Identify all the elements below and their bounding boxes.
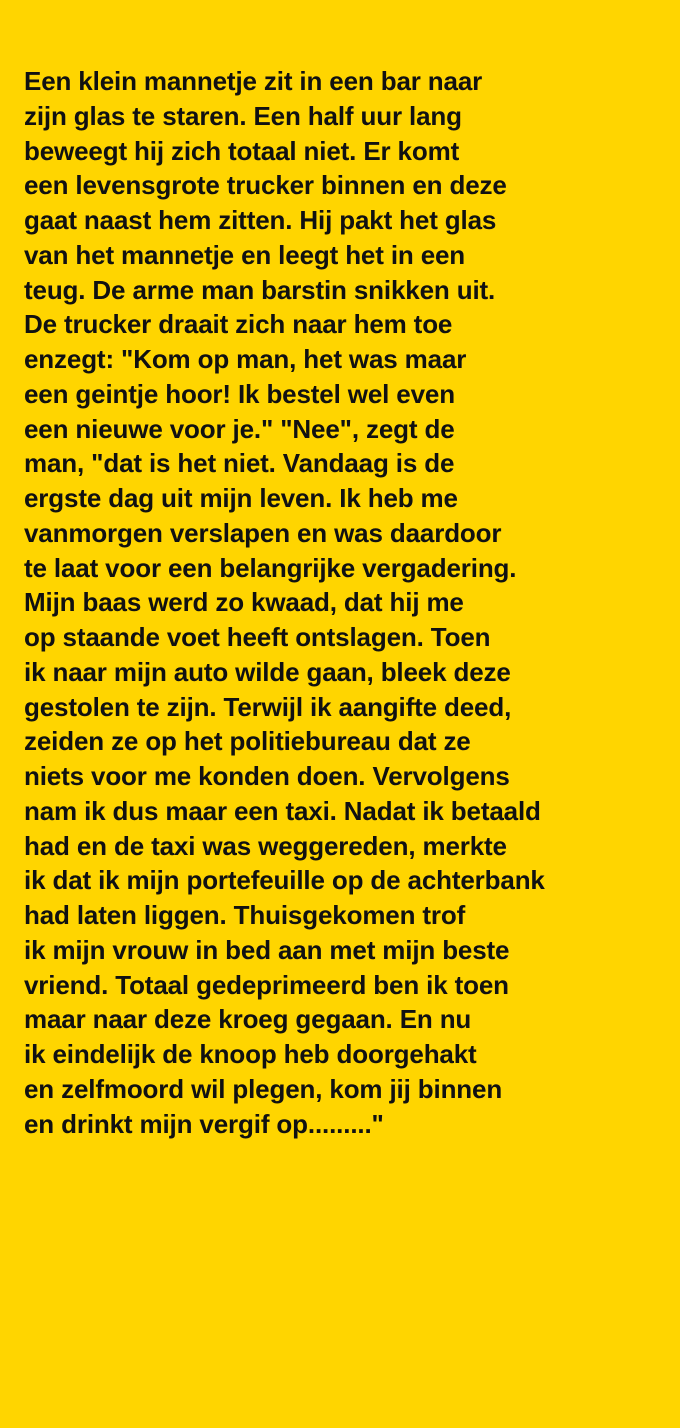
text-line: ik dat ik mijn portefeuille op de achterbank: [24, 865, 545, 896]
text-line: en drinkt mijn vergif op.........": [24, 1108, 384, 1139]
text-line: teug. De arme man barstin snikken uit.: [24, 274, 496, 305]
text-line: een geintje hoor! Ik bestel wel even: [24, 378, 455, 409]
text-line: maar naar deze kroeg gegaan. En nu: [24, 1004, 472, 1035]
text-line: ik mijn vrouw in bed aan met mijn beste: [24, 934, 510, 965]
joke-text: [24, 64, 664, 1141]
text-line: Een klein mannetje zit in een bar naar: [24, 66, 483, 96]
text-line: een levensgrote trucker binnen en deze: [24, 170, 507, 201]
text-line: ergste dag uit mijn leven. Ik heb me: [24, 483, 458, 513]
text-line: ik eindelijk de knoop heb doorgehakt: [24, 1039, 477, 1069]
text-line: en zelfmoord wil plegen, kom jij binnen: [24, 1073, 503, 1104]
text-line: een nieuwe voor je." "Nee", zegt de: [24, 413, 455, 444]
text-line: zijn glas te staren. Een half uur lang: [24, 100, 462, 131]
text-line: beweegt hij zich totaal niet. Er komt: [24, 135, 460, 166]
text-line: vanmorgen verslapen en was daardoor: [24, 517, 502, 548]
text-line: nam ik dus maar een taxi. Nadat ik betaald: [24, 795, 541, 826]
text-line: op staande voet heeft ontslagen. Toen: [24, 622, 491, 652]
text-line: enzegt: "Kom op man, het was maar: [24, 344, 467, 374]
text-line: vriend. Totaal gedeprimeerd ben ik toen: [24, 969, 509, 1000]
text-line: gaat naast hem zitten. Hij pakt het glas: [24, 205, 497, 235]
text-line: van het mannetje en leegt het in een: [24, 239, 466, 270]
text-line: had laten liggen. Thuisgekomen trof: [24, 900, 466, 930]
text-line: man, "dat is het niet. Vandaag is de: [24, 448, 455, 479]
text-line: Mijn baas werd zo kwaad, dat hij me: [24, 587, 464, 618]
text-line: zeiden ze op het politiebureau dat ze: [24, 726, 471, 757]
text-line: had en de taxi was weggereden, merkte: [24, 830, 507, 861]
text-line: niets voor me konden doen. Vervolgens: [24, 761, 510, 791]
text-line: ik naar mijn auto wilde gaan, bleek deze: [24, 656, 511, 687]
text-line: De trucker draait zich naar hem toe: [24, 309, 453, 340]
text-line: gestolen te zijn. Terwijl ik aangifte deed,: [24, 691, 512, 722]
text-line: te laat voor een belangrijke vergadering.: [24, 552, 517, 583]
